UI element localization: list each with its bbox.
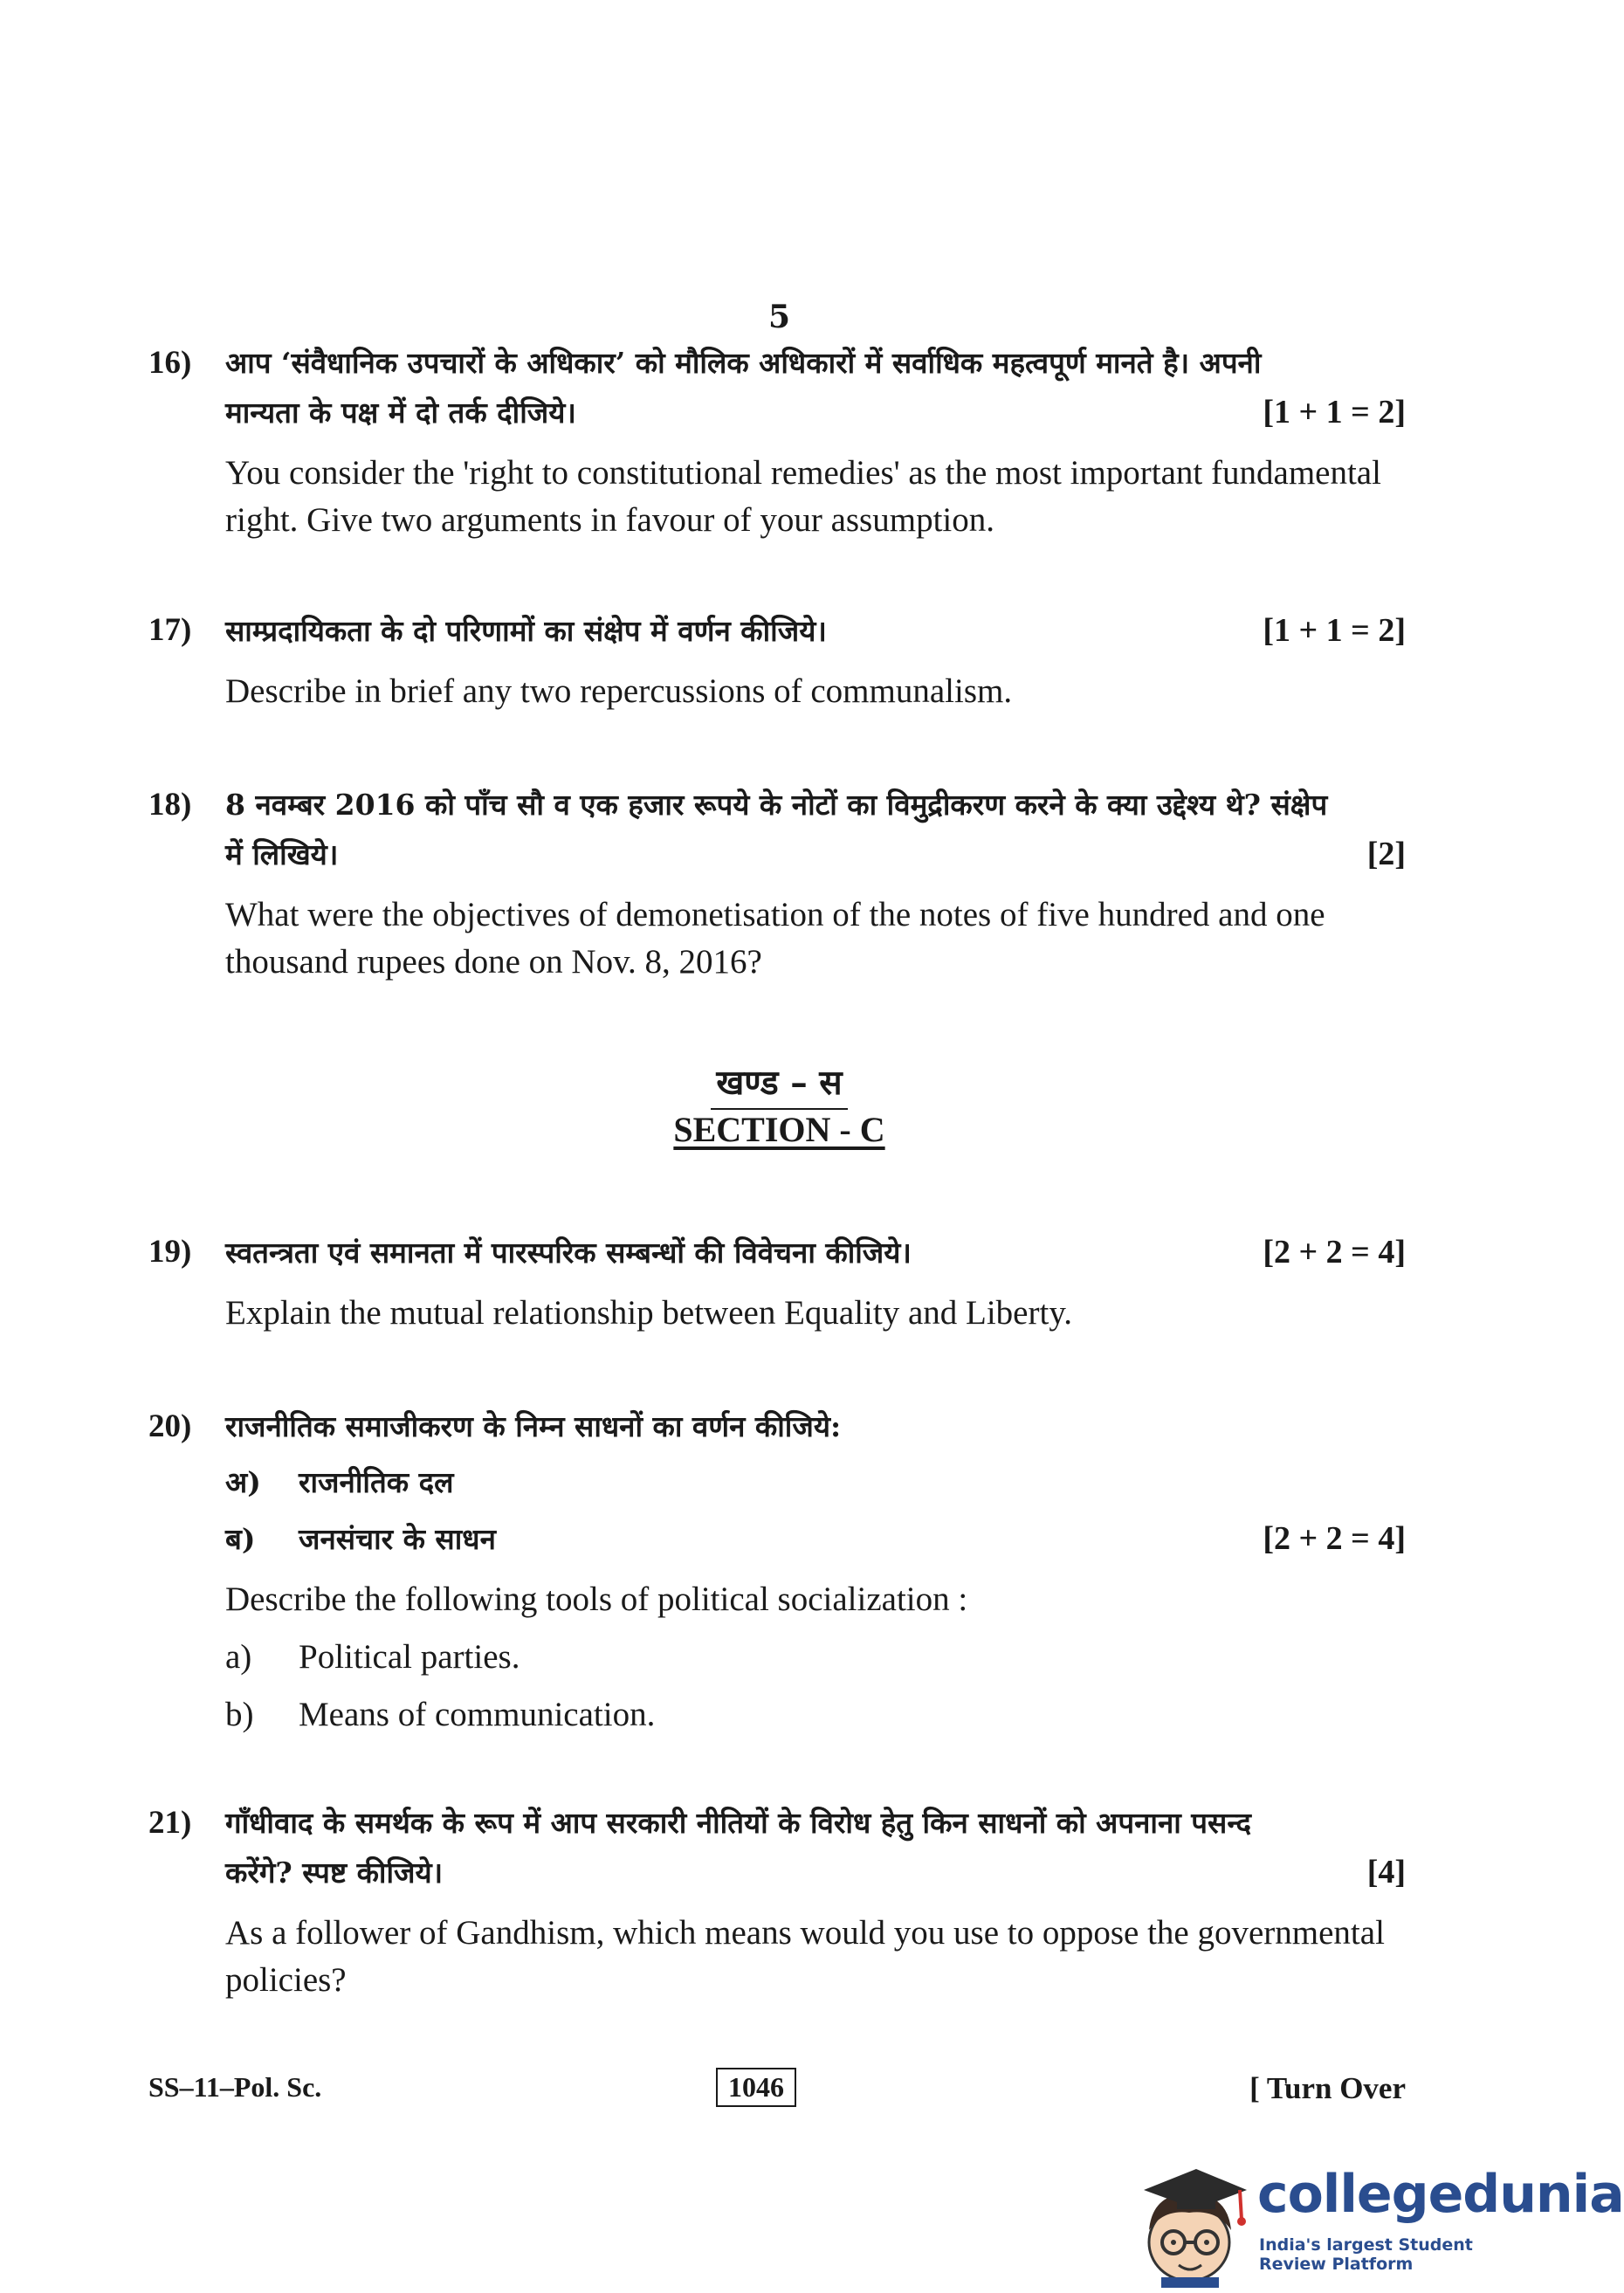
- sub-item-text: Means of communication.: [299, 1696, 656, 1733]
- question-hindi-line: साम्प्रदायिकता के दो परिणामों का संक्षेप में वर्णन कीजिये।: [225, 614, 827, 648]
- question-hindi-line: स्वतन्त्रता एवं समानता में पारस्परिक सम्बन्धों की विवेचना कीजिये।: [225, 1236, 912, 1270]
- question-english-line: thousand rupees done on Nov. 8, 2016?: [225, 943, 762, 981]
- question-english-line: You consider the 'right to constitutional remedies' as the most important fundamental: [225, 454, 1381, 492]
- question-hindi-line: मान्यता के पक्ष में दो तर्क दीजिये।: [225, 396, 576, 430]
- question-hindi-line: आप ‘संवैधानिक उपचारों के अधिकार’ को मौलिक अधिकारों में सर्वाधिक महत्वपूर्ण मानते है। अपनी: [225, 346, 1262, 380]
- question-number: 19): [148, 1234, 192, 1270]
- question-english: [225, 1910, 1406, 2004]
- sub-item-text: जनसंचार के साधन: [299, 1522, 496, 1556]
- question-hindi-line: राजनीतिक समाजीकरण के निम्न साधनों का वर्णन कीजिये:: [225, 1409, 842, 1443]
- marks-label: [2]: [1366, 836, 1406, 872]
- question-number: 17): [148, 612, 192, 648]
- question-english: [225, 450, 1406, 544]
- question-english-line: policies?: [225, 1961, 347, 1999]
- question-english: [225, 892, 1406, 986]
- question-english-line: As a follower of Gandhism, which means would you use to oppose the governmental: [225, 1914, 1385, 1952]
- sub-item-label: अ): [225, 1465, 261, 1499]
- question-english: [225, 1576, 1406, 1739]
- question-hindi-line: गाँधीवाद के समर्थक के रूप में आप सरकारी नीतियों के विरोध हेतु किन साधनों को अपनाना पसन्द: [225, 1806, 1252, 1840]
- brand-tagline: India's largest Student Review Platform: [1259, 2235, 1473, 2274]
- section-heading-hindi: [0, 1058, 1559, 1110]
- question-number: 20): [148, 1408, 192, 1444]
- question-21: [148, 1799, 1406, 2004]
- question-english-line: right. Give two arguments in favour of your assumption.: [225, 501, 994, 539]
- question-english-line: What were the objectives of demonetisation of the notes of five hundred and one: [225, 896, 1325, 933]
- question-hindi-line: में लिखिये।: [225, 837, 339, 871]
- question-17: [148, 606, 1406, 715]
- question-19: [148, 1228, 1406, 1337]
- marks-label: [1 + 1 = 2]: [1263, 612, 1406, 649]
- collegedunia-logo: [1126, 2139, 1624, 2288]
- question-18: [148, 781, 1406, 986]
- question-number: 21): [148, 1805, 192, 1841]
- sub-item-label: b): [225, 1696, 254, 1733]
- student-mascot-icon: [1126, 2139, 1257, 2288]
- question-number: 18): [148, 787, 192, 823]
- section-heading-english: [0, 1109, 1559, 1150]
- marks-label: [2 + 2 = 4]: [1263, 1520, 1406, 1557]
- section-heading-english-text: SECTION - C: [673, 1110, 885, 1149]
- question-16: [148, 339, 1406, 544]
- question-english-line: Describe the following tools of political socialization :: [225, 1580, 968, 1618]
- question-hindi-line: करेंगे? स्पष्ट कीजिये।: [225, 1856, 444, 1890]
- brand-name: collegedunia: [1257, 2164, 1624, 2225]
- question-hindi-line: 8 नवम्बर 2016 को पाँच सौ व एक हजार रूपये के नोटों का विमुद्रीकरण करने के क्या उद्देश्य थे? संक्षेप: [225, 788, 1328, 822]
- marks-label: [1 + 1 = 2]: [1263, 394, 1406, 430]
- paper-code: SS–11–Pol. Sc.: [148, 2071, 322, 2103]
- marks-label: [2 + 2 = 4]: [1263, 1234, 1406, 1270]
- sub-item-text: राजनीतिक दल: [299, 1465, 454, 1499]
- sub-item-text: Political parties.: [299, 1638, 520, 1676]
- sub-item-label: ब): [225, 1522, 256, 1556]
- page-footer: [148, 2068, 1406, 2111]
- question-number: 16): [148, 345, 192, 381]
- paper-number-box: 1046: [716, 2068, 796, 2107]
- question-english: [225, 1290, 1406, 1337]
- page-number: 5: [767, 299, 791, 335]
- question-20: [148, 1402, 1406, 1739]
- question-english-line: Explain the mutual relationship between Equality and Liberty.: [225, 1294, 1073, 1332]
- sub-item-label: a): [225, 1638, 252, 1676]
- marks-label: [4]: [1366, 1854, 1406, 1890]
- question-english-line: Describe in brief any two repercussions of communalism.: [225, 672, 1013, 710]
- section-heading-hindi-text: खण्ड – स: [711, 1058, 847, 1110]
- question-english: [225, 668, 1406, 715]
- turn-over-label: [ Turn Over: [1249, 2071, 1406, 2105]
